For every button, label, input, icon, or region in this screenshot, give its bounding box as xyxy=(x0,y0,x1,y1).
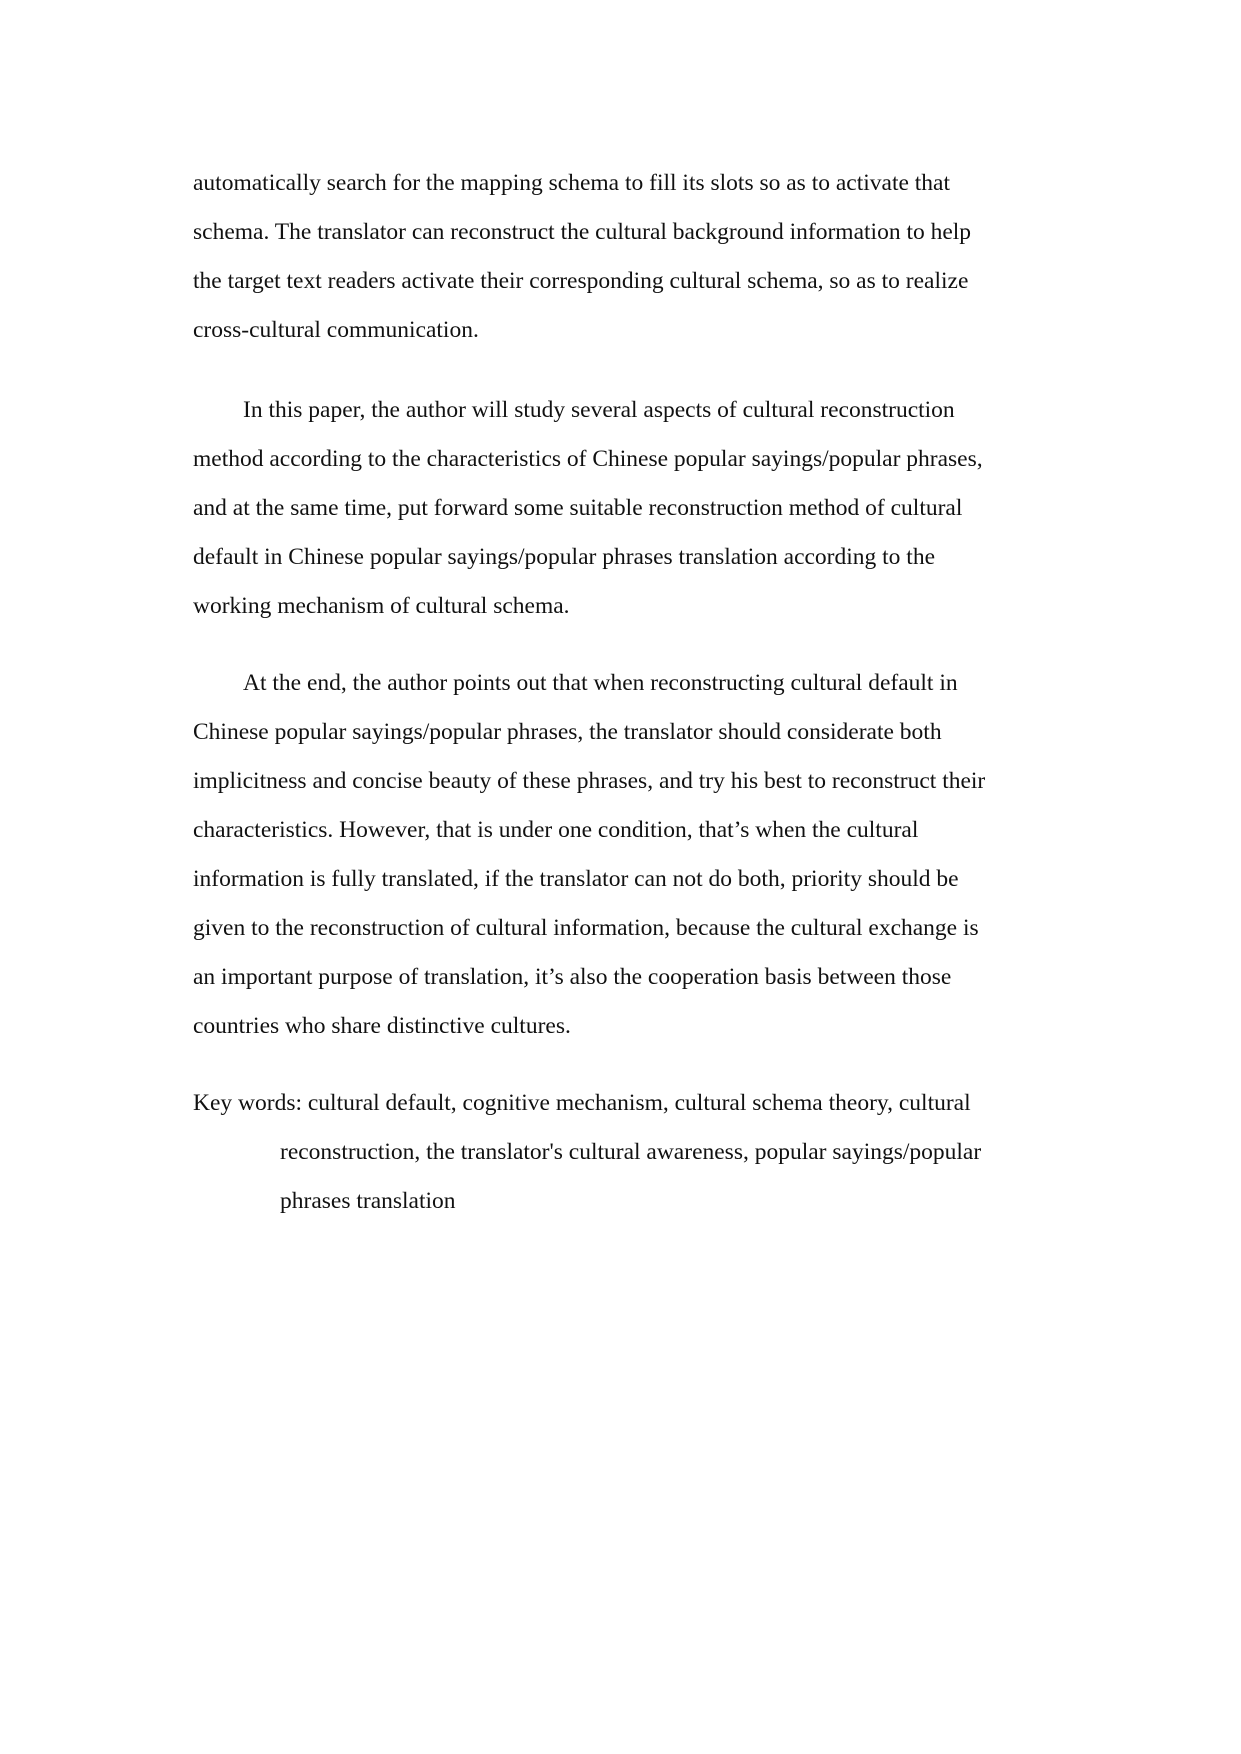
paragraph-line: information is fully translated, if the translator can not do both, priority should be xyxy=(193,866,959,892)
paragraph-line: default in Chinese popular sayings/popular phrases translation according to the xyxy=(193,544,936,570)
paragraph-line: countries who share distinctive cultures. xyxy=(193,1013,571,1039)
paragraph-line: implicitness and concise beauty of these phrases, and try his best to reconstruct their xyxy=(193,768,986,794)
paragraph-line: At the end, the author points out that when reconstructing cultural default in xyxy=(243,670,958,696)
keywords-line: reconstruction, the translator's cultural awareness, popular sayings/popular xyxy=(280,1139,982,1165)
paragraph-line: method according to the characteristics of Chinese popular sayings/popular phrases, xyxy=(193,446,983,472)
paragraph-line: schema. The translator can reconstruct the cultural background information to help xyxy=(193,219,972,245)
paragraph-line: characteristics. However, that is under one condition, that’s when the cultural xyxy=(193,817,919,843)
paragraph-line: an important purpose of translation, it’s also the cooperation basis between those xyxy=(193,964,952,990)
keywords-first-line xyxy=(193,1079,1053,1128)
paragraph-line: In this paper, the author will study several aspects of cultural reconstruction xyxy=(243,397,955,423)
paragraph-line: working mechanism of cultural schema. xyxy=(193,593,570,619)
paragraph-line: automatically search for the mapping schema to fill its slots so as to activate that xyxy=(193,170,951,196)
paragraph-conclusion xyxy=(193,659,1053,1051)
paragraph-line: cross-cultural communication. xyxy=(193,317,479,343)
keywords-text: cultural default, cognitive mechanism, cultural schema theory, cultural xyxy=(307,1090,971,1116)
keywords-line: phrases translation xyxy=(280,1188,456,1214)
keywords-section xyxy=(193,1079,1053,1226)
keywords-label: Key words: xyxy=(193,1090,302,1116)
paragraph-line: Chinese popular sayings/popular phrases, the translator should considerate both xyxy=(193,719,942,745)
paragraph-method xyxy=(193,386,1053,631)
paragraph-line: and at the same time, put forward some suitable reconstruction method of cultural xyxy=(193,495,963,521)
paragraph-line: the target text readers activate their corresponding cultural schema, so as to realize xyxy=(193,268,969,294)
paragraph-line: given to the reconstruction of cultural information, because the cultural exchange is xyxy=(193,915,979,941)
paragraph-continuation xyxy=(193,159,1053,355)
